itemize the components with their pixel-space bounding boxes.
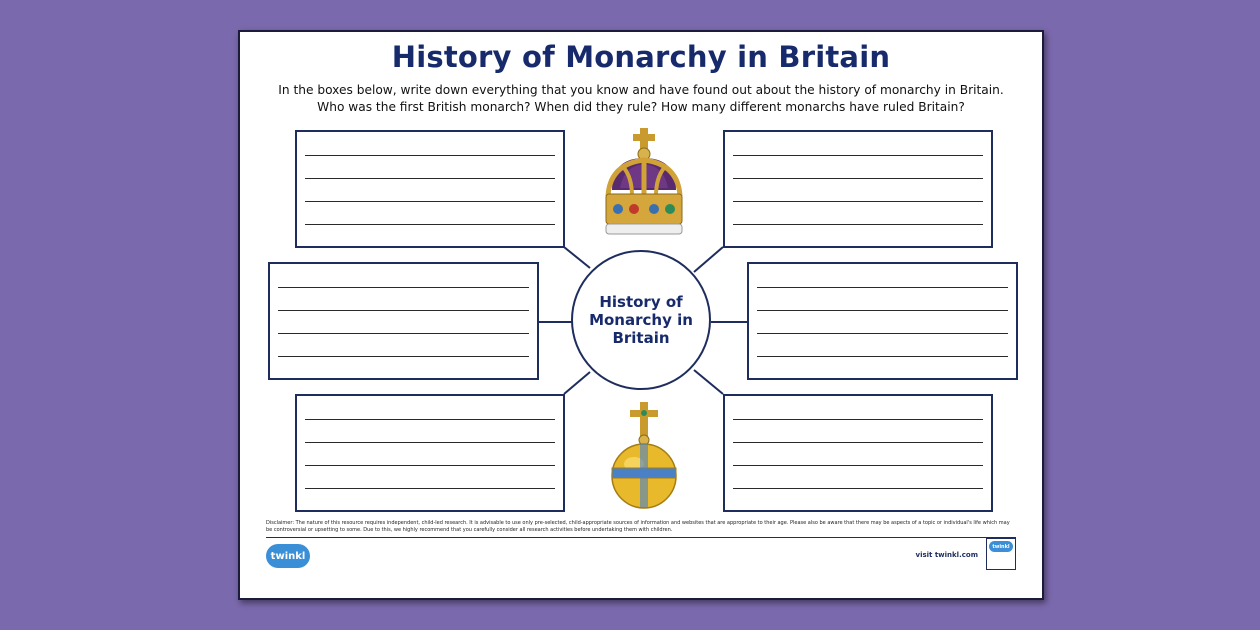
badge-logo: twinkl — [989, 541, 1013, 552]
disclaimer-text: Disclaimer: The nature of this resource requires independent, child-led research. It is advisable to use only pre-selected, child-appropriate sources of information and websites that are appropriate to their age. Please also be aware that there may be aspects of a topic or individual's life which may be controversial or upsetting to some. Due to this, we highly recommend that you carefully consider all research activities before undertaking them with children. — [266, 520, 1010, 533]
writing-box-top-right[interactable] — [723, 130, 993, 248]
page-title: History of Monarchy in Britain — [391, 40, 891, 74]
hub-label: History of Monarchy in Britain — [589, 293, 693, 347]
central-hub — [571, 250, 711, 390]
writing-box-middle-right[interactable] — [747, 262, 1018, 380]
instructions-text: In the boxes below, write down everything that you know and have found out about the history of monarchy in Britain. Who was the first British monarch? When did they rule? How many different monarchs have ruled Britain? — [278, 83, 1004, 114]
orb-icon — [610, 402, 678, 512]
writing-box-bottom-left[interactable] — [295, 394, 565, 512]
footer-divider — [266, 537, 1016, 538]
visit-link[interactable]: visit twinkl.com — [915, 551, 978, 559]
writing-box-bottom-right[interactable] — [723, 394, 993, 512]
writing-box-top-left[interactable] — [295, 130, 565, 248]
twinkl-logo[interactable]: twinkl — [266, 544, 310, 568]
quality-badge — [986, 538, 1016, 570]
writing-box-middle-left[interactable] — [268, 262, 539, 380]
worksheet — [238, 30, 1044, 600]
crown-icon — [602, 128, 686, 240]
